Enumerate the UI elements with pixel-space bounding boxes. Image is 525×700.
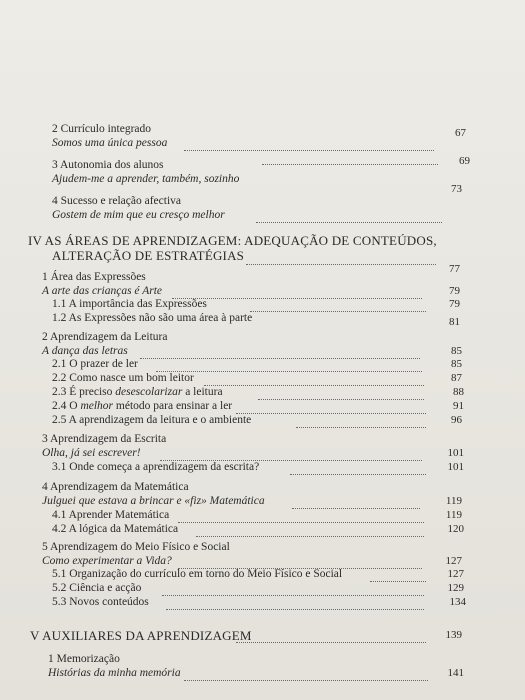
page-number: 79 bbox=[449, 298, 460, 310]
dot-leader bbox=[178, 508, 424, 523]
section-title: 2 Aprendizagem da Leitura bbox=[42, 331, 168, 343]
dot-leader bbox=[156, 357, 422, 372]
page-number: 134 bbox=[449, 596, 466, 608]
dot-leader bbox=[370, 567, 426, 582]
page-number: 85 bbox=[451, 358, 462, 370]
section-title: 1 Área das Expressões bbox=[42, 271, 146, 283]
page-number: 101 bbox=[447, 461, 464, 473]
page-number: 101 bbox=[447, 447, 464, 459]
chapter-heading: IV AS ÁREAS DE APRENDIZAGEM: ADEQUAÇÃO DE CONTEÚDOS, bbox=[28, 233, 437, 248]
section-title: 4 Aprendizagem da Matemática bbox=[42, 481, 189, 493]
page-number: 120 bbox=[447, 523, 464, 535]
subsection: 2.2 Como nasce um bom leitor bbox=[52, 372, 194, 384]
page-number: 79 bbox=[449, 285, 460, 297]
dot-leader bbox=[166, 595, 424, 610]
dot-leader bbox=[236, 628, 426, 643]
page-number: 119 bbox=[445, 495, 462, 507]
toc-entry-subtitle: Somos uma única pessoa bbox=[52, 137, 168, 149]
toc-entry-title: 2 Currículo integrado bbox=[52, 123, 152, 135]
page-number: 67 bbox=[455, 127, 466, 139]
dot-leader bbox=[184, 666, 428, 681]
page-number: 127 bbox=[445, 555, 462, 567]
subsection: 1.2 As Expressões não são uma área à parte bbox=[52, 312, 253, 324]
dot-leader bbox=[246, 250, 436, 265]
subsection: 3.1 Onde começa a aprendizagem da escrita? bbox=[52, 461, 260, 473]
page-number: 81 bbox=[449, 316, 460, 328]
subsection: 2.1 O prazer de ler bbox=[52, 358, 138, 370]
dot-leader bbox=[196, 522, 424, 537]
page-number: 139 bbox=[445, 629, 462, 641]
dot-leader bbox=[256, 208, 442, 223]
dot-leader bbox=[236, 399, 426, 414]
dot-leader bbox=[184, 136, 434, 151]
chapter-heading: V AUXILIARES DA APRENDIZAGEM bbox=[30, 628, 252, 643]
subsection: 5.1 Organização do currículo em torno do Meio Físico e Social bbox=[52, 568, 343, 580]
dot-leader bbox=[162, 581, 424, 596]
subsection: 1.1 A importância das Expressões bbox=[52, 298, 207, 310]
section-subtitle: Julguei que estava a brincar e «fiz» Matemática bbox=[42, 495, 265, 507]
subsection: 4.1 Aprender Matemática bbox=[52, 509, 170, 521]
toc-entry-title: 4 Sucesso e relação afectiva bbox=[52, 195, 181, 207]
section-subtitle: A dança das letras bbox=[42, 345, 128, 357]
subsection-text: 2.3 É preciso bbox=[52, 386, 116, 398]
toc-entry-subtitle: Ajudem-me a aprender, também, sozinho bbox=[52, 173, 240, 185]
subsection bbox=[52, 385, 223, 399]
subsection-emphasis: desescolarizar bbox=[115, 386, 183, 398]
section-title: 5 Aprendizagem do Meio Físico e Social bbox=[42, 541, 230, 553]
dot-leader bbox=[262, 150, 438, 165]
subsection: 4.2 A lógica da Matemática bbox=[52, 523, 179, 535]
subsection: 2.5 A aprendizagem da leitura e o ambiente bbox=[52, 414, 252, 426]
subsection-text: 2.4 O bbox=[52, 400, 81, 412]
dot-leader bbox=[296, 413, 426, 428]
subsection-text: a leitura bbox=[182, 386, 223, 398]
dot-leader bbox=[160, 446, 422, 461]
dot-leader bbox=[290, 460, 426, 475]
page-number: 129 bbox=[447, 582, 464, 594]
page-number: 91 bbox=[453, 400, 464, 412]
subsection-emphasis: melhor bbox=[80, 400, 114, 412]
page-number: 73 bbox=[451, 183, 462, 195]
section-subtitle: Histórias da minha memória bbox=[48, 667, 181, 679]
toc-entry-subtitle: Gostem de mim que eu cresço melhor bbox=[52, 209, 225, 221]
page-number: 77 bbox=[449, 263, 460, 275]
subsection-text: método para ensinar a ler bbox=[113, 400, 233, 412]
dot-leader bbox=[258, 385, 424, 400]
subsection: 5.2 Ciência e acção bbox=[52, 582, 142, 594]
page-number: 85 bbox=[451, 345, 462, 357]
section-subtitle: Olha, já sei escrever! bbox=[42, 447, 141, 459]
page-number: 69 bbox=[459, 155, 470, 167]
page-number: 119 bbox=[445, 509, 462, 521]
dot-leader bbox=[250, 297, 426, 312]
page-number: 127 bbox=[447, 568, 464, 580]
toc-entry-title: 3 Autonomia dos alunos bbox=[52, 159, 164, 171]
dot-leader bbox=[204, 371, 424, 386]
chapter-heading: ALTERAÇÃO DE ESTRATÉGIAS bbox=[52, 248, 245, 263]
page-number: 141 bbox=[447, 667, 464, 679]
section-subtitle: Como experimentar a Vida? bbox=[42, 555, 172, 567]
section-title: 1 Memorização bbox=[48, 653, 120, 665]
page-number: 87 bbox=[451, 372, 462, 384]
subsection: 5.3 Novos conteúdos bbox=[52, 596, 149, 608]
page-number: 88 bbox=[453, 386, 464, 398]
page-number: 96 bbox=[451, 414, 462, 426]
subsection bbox=[52, 399, 232, 413]
section-title: 3 Aprendizagem da Escrita bbox=[42, 433, 167, 445]
section-subtitle: A arte das crianças é Arte bbox=[42, 285, 162, 297]
dot-leader bbox=[292, 494, 420, 509]
